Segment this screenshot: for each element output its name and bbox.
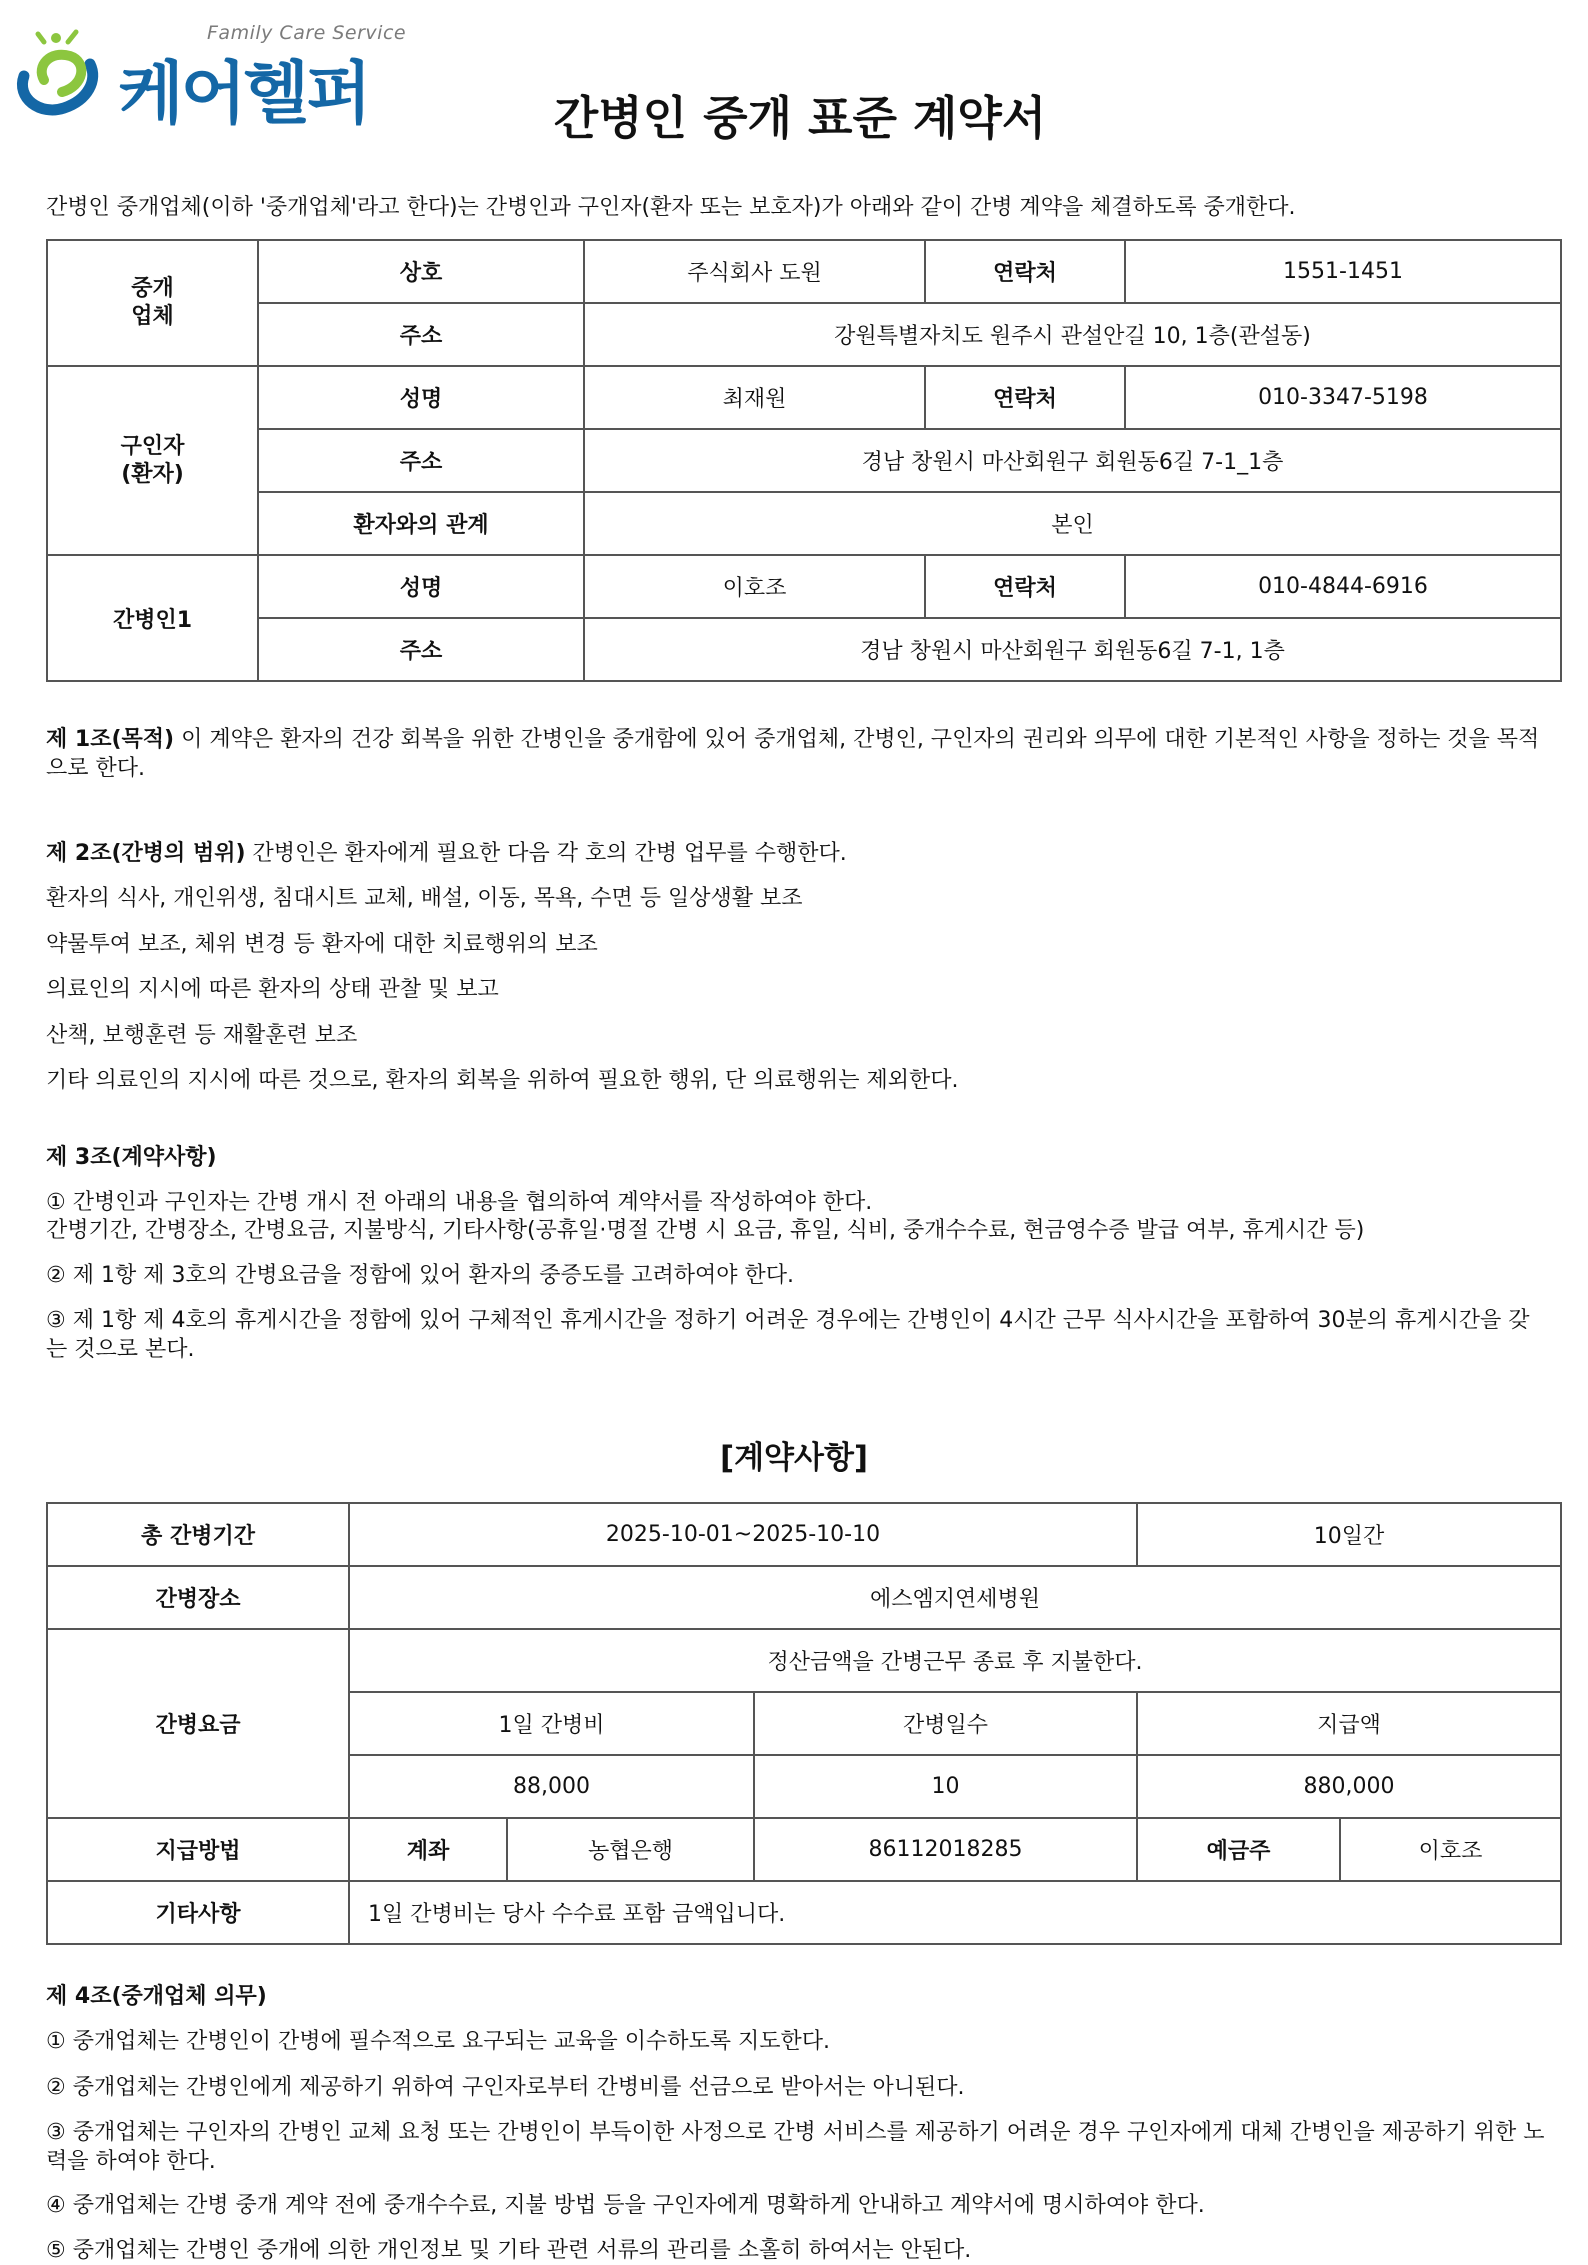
client-contact: 010-3347-5198 — [1125, 366, 1561, 429]
fee-note: 정산금액을 간병근무 종료 후 지불한다. — [349, 1629, 1561, 1692]
contract-heading: [계약사항] — [719, 1440, 869, 1476]
duration-value: 10일간 — [1137, 1503, 1561, 1566]
caregiver-label: 간병인1 — [47, 555, 258, 681]
article-3-item-2: ② 제 1항 제 3호의 간병요금을 정함에 있어 환자의 중증도를 고려하여야 한다. — [46, 1263, 794, 1288]
holder-label: 예금주 — [1137, 1818, 1340, 1881]
logo-mark-icon — [10, 28, 112, 122]
client-name: 최재원 — [584, 366, 925, 429]
intro-text: 간병인 중개업체(이하 '중개업체'라고 한다)는 간병인과 구인자(환자 또는 보호자)가 아래와 같이 간병 계약을 체결하도록 중개한다. — [46, 195, 1296, 220]
article-4-title: 제 4조(중개업체 의무) — [46, 1984, 267, 2009]
period-label: 총 간병기간 — [47, 1503, 349, 1566]
caregiver-contact-label: 연락처 — [925, 555, 1125, 618]
total-value: 880,000 — [1137, 1755, 1561, 1818]
client-relation-label: 환자와의 관계 — [258, 492, 584, 555]
etc-label: 기타사항 — [47, 1881, 349, 1944]
logo-wordmark: 케어헬퍼 — [118, 55, 369, 134]
place-label: 간병장소 — [47, 1566, 349, 1629]
article-3-item-1-detail: 간병기간, 간병장소, 간병요금, 지불방식, 기타사항(공휴일·명절 간병 시 요금, 휴일, 식비, 중개수수료, 현금영수증 발급 여부, 휴게시간 등) — [46, 1218, 1365, 1243]
contract-terms-table — [46, 1502, 1562, 1945]
document-title: 간병인 중개 표준 계약서 — [553, 91, 1047, 145]
client-relation: 본인 — [584, 492, 1561, 555]
agency-name: 주식회사 도원 — [584, 240, 925, 303]
article-2-item: 의료인의 지시에 따른 환자의 상태 관찰 및 보고 — [46, 977, 499, 1002]
article-4-item: ④ 중개업체는 간병 중개 계약 전에 중개수수료, 지불 방법 등을 구인자에게 명확하게 안내하고 계약서에 명시하여야 한다. — [46, 2193, 1205, 2218]
article-4-item: ② 중개업체는 간병인에게 제공하기 위하여 구인자로부터 간병비를 선금으로 받아서는 아니된다. — [46, 2075, 965, 2100]
daily-fee-value: 88,000 — [349, 1755, 754, 1818]
caregiver-contact: 010-4844-6916 — [1125, 555, 1561, 618]
bank-name: 농협은행 — [507, 1818, 754, 1881]
client-label-line2: (환자) — [121, 461, 184, 487]
agency-address: 강원특별자치도 원주시 관설안길 10, 1층(관설동) — [584, 303, 1561, 366]
client-label-line1: 구인자 — [120, 433, 185, 459]
holder-name: 이호조 — [1340, 1818, 1561, 1881]
article-4-item: ③ 중개업체는 구인자의 간병인 교체 요청 또는 간병인이 부득이한 사정으로 간병 서비스를 제공하기 어려운 경우 구인자에게 대체 간병인을 제공하기 위한 노력을 하여야 한다. — [46, 2120, 1545, 2174]
parties-table — [46, 239, 1562, 682]
agency-contact-label: 연락처 — [925, 240, 1125, 303]
client-address-label: 주소 — [258, 429, 584, 492]
article-1 — [46, 725, 1546, 783]
caregiver-address-label: 주소 — [258, 618, 584, 681]
etc-value: 1일 간병비는 당사 수수료 포함 금액입니다. — [349, 1881, 1561, 1944]
account-number: 86112018285 — [754, 1818, 1137, 1881]
caregiver-name-label: 성명 — [258, 555, 584, 618]
article-4-item: ① 중개업체는 간병인이 간병에 필수적으로 요구되는 교육을 이수하도록 지도한다. — [46, 2029, 830, 2054]
payment-label: 지급방법 — [47, 1818, 349, 1881]
article-3-item-1: ① 간병인과 구인자는 간병 개시 전 아래의 내용을 협의하여 계약서를 작성하여야 한다. — [46, 1190, 873, 1215]
article-2-title: 제 2조(간병의 범위) — [46, 841, 246, 866]
total-label: 지급액 — [1137, 1692, 1561, 1755]
agency-label — [47, 240, 258, 366]
article-1-body: 이 계약은 환자의 건강 회복을 위한 간병인을 중개함에 있어 중개업체, 간병인, 구인자의 권리와 의무에 대한 기본적인 사항을 정하는 것을 목적으로 한다. — [46, 727, 1540, 781]
article-2-item: 환자의 식사, 개인위생, 침대시트 교체, 배설, 이동, 목욕, 수면 등 일상생활 보조 — [46, 886, 803, 911]
article-2-item: 약물투여 보조, 체위 변경 등 환자에 대한 치료행위의 보조 — [46, 932, 598, 957]
client-address: 경남 창원시 마산회원구 회원동6길 7-1_1층 — [584, 429, 1561, 492]
article-3-title: 제 3조(계약사항) — [46, 1145, 217, 1170]
client-contact-label: 연락처 — [925, 366, 1125, 429]
agency-label-line2: 업체 — [131, 304, 174, 329]
agency-contact: 1551-1451 — [1125, 240, 1561, 303]
article-2-heading — [46, 839, 1546, 868]
account-label: 계좌 — [349, 1818, 507, 1881]
fee-label: 간병요금 — [47, 1629, 349, 1818]
article-2-body: 간병인은 환자에게 필요한 다음 각 호의 간병 업무를 수행한다. — [245, 841, 847, 866]
place-value: 에스엠지연세병원 — [349, 1566, 1561, 1629]
article-4-item: ⑤ 중개업체는 간병인 중개에 의한 개인정보 및 기타 관련 서류의 관리를 소홀히 하여서는 안된다. — [46, 2238, 972, 2263]
period-value: 2025-10-01~2025-10-10 — [349, 1503, 1137, 1566]
caregiver-address: 경남 창원시 마산회원구 회원동6길 7-1, 1층 — [584, 618, 1561, 681]
article-3-item-3: ③ 제 1항 제 4호의 휴게시간을 정함에 있어 구체적인 휴게시간을 정하기 어려운 경우에는 간병인이 4시간 근무 식사시간을 포함하여 30분의 휴게시간을 갖는 것으로 본다. — [46, 1308, 1530, 1362]
client-name-label: 성명 — [258, 366, 584, 429]
days-value: 10 — [754, 1755, 1137, 1818]
agency-address-label: 주소 — [258, 303, 584, 366]
agency-label-line1: 중개 — [131, 276, 174, 301]
article-1-title: 제 1조(목적) — [46, 727, 175, 752]
logo-tagline: Family Care Service — [207, 22, 407, 44]
article-2-item: 산책, 보행훈련 등 재활훈련 보조 — [46, 1023, 358, 1048]
daily-fee-label: 1일 간병비 — [349, 1692, 754, 1755]
days-label: 간병일수 — [754, 1692, 1137, 1755]
client-label — [47, 366, 258, 555]
caregiver-name: 이호조 — [584, 555, 925, 618]
agency-name-label: 상호 — [258, 240, 584, 303]
article-2-item: 기타 의료인의 지시에 따른 것으로, 환자의 회복을 위하여 필요한 행위, 단 의료행위는 제외한다. — [46, 1068, 959, 1093]
